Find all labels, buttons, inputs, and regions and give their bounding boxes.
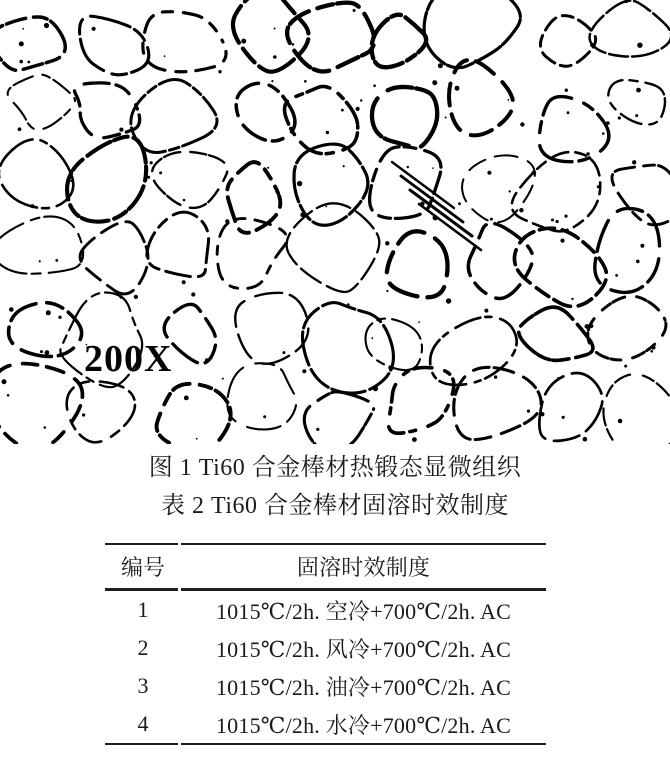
row-treatment: 1015℃/2h. 空冷+700℃/2h. AC — [215, 598, 511, 624]
column-header-treatment: 固溶时效制度 — [296, 555, 431, 580]
row-treatment: 1015℃/2h. 油冷+700℃/2h. AC — [215, 674, 511, 700]
table-row — [105, 705, 546, 743]
row-treatment: 1015℃/2h. 风冷+700℃/2h. AC — [215, 636, 511, 662]
table-header-rule — [105, 588, 546, 591]
table-bottom-rule — [105, 743, 546, 745]
figure-caption: 图 1 Ti60 合金棒材热锻态显微组织 — [148, 455, 522, 481]
row-id: 1 — [137, 597, 149, 622]
table-top-rule — [105, 543, 546, 545]
magnification-label: 200X — [84, 338, 173, 380]
column-header-id: 编号 — [120, 555, 165, 580]
treatment-table — [105, 543, 546, 745]
table-header-row — [105, 545, 546, 588]
table-row — [105, 667, 546, 705]
row-treatment: 1015℃/2h. 水冷+700℃/2h. AC — [215, 712, 511, 738]
row-id: 3 — [137, 673, 149, 698]
table-caption: 表 2 Ti60 合金棒材固溶时效制度 — [161, 493, 509, 519]
row-id: 4 — [137, 711, 149, 736]
table-row — [105, 591, 546, 629]
table-row — [105, 629, 546, 667]
row-id: 2 — [137, 635, 149, 660]
